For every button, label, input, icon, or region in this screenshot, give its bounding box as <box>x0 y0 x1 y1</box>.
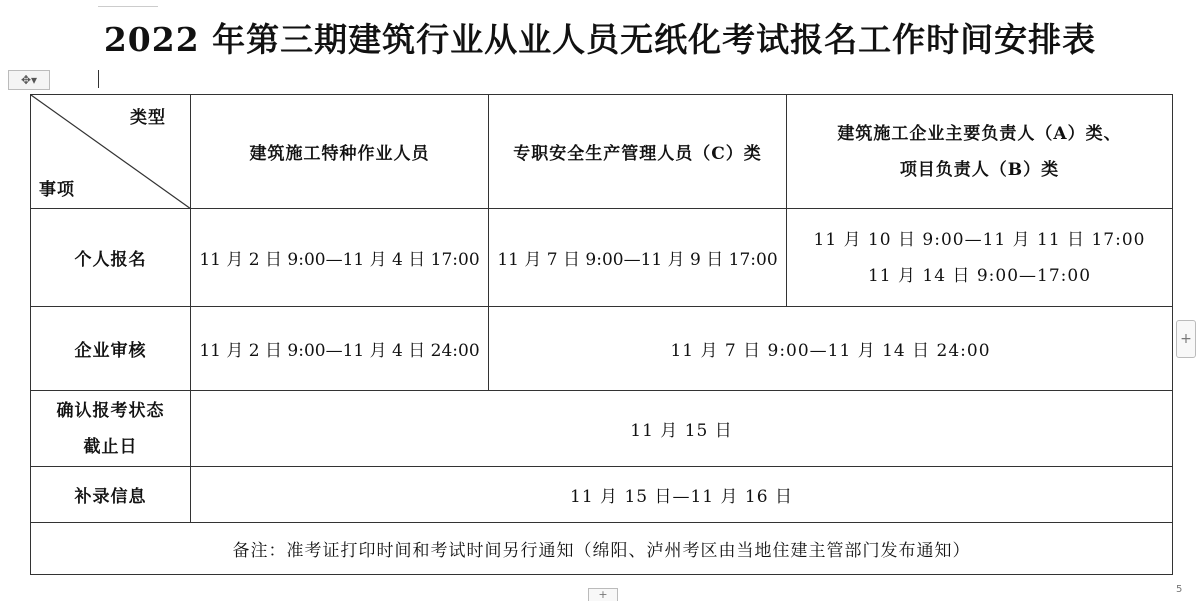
cell-registration-safety-c[interactable]: 11 月 7 日 9:00—11 月 9 日 17:00 <box>489 209 787 307</box>
row-label-supplement[interactable]: 补录信息 <box>31 467 191 523</box>
cell-review-special-ops[interactable]: 11 月 2 日 9:00—11 月 4 日 24:00 <box>191 307 489 391</box>
cell-review-merged[interactable]: 11 月 7 日 9:00—11 月 14 日 24:00 <box>489 307 1173 391</box>
column-header-ab-line2: 项目负责人（B）类 <box>899 159 1060 180</box>
row-label-confirm-status[interactable] <box>31 391 191 467</box>
cell-registration-ab[interactable] <box>787 209 1173 307</box>
table-move-handle[interactable] <box>8 70 50 90</box>
add-row-button[interactable] <box>588 588 618 601</box>
page-corner-mark: 5 <box>1176 584 1183 595</box>
corner-header-cell[interactable] <box>31 95 191 209</box>
row-personal-registration <box>31 209 1173 307</box>
row-note <box>31 523 1173 575</box>
plus-icon: + <box>1180 331 1192 347</box>
schedule-table-container <box>30 94 1172 575</box>
corner-item-label: 事项 <box>39 180 75 200</box>
row-supplement <box>31 467 1173 523</box>
add-column-button[interactable] <box>1176 320 1196 358</box>
cell-supplement[interactable]: 11 月 15 日—11 月 16 日 <box>191 467 1173 523</box>
column-header-ab-line1: 建筑施工企业主要负责人（A）类、 <box>837 123 1122 144</box>
text-cursor <box>98 70 99 88</box>
column-header-safety-c[interactable]: 专职安全生产管理人员（C）类 <box>489 95 787 209</box>
cell-registration-ab-line1: 11 月 10 日 9:00—11 月 11 日 17:00 <box>813 229 1146 250</box>
cell-confirm-status[interactable]: 11 月 15 日 <box>191 391 1173 467</box>
cell-registration-special-ops[interactable]: 11 月 2 日 9:00—11 月 4 日 17:00 <box>191 209 489 307</box>
header-row <box>31 95 1173 209</box>
note-cell[interactable]: 备注：准考证打印时间和考试时间另行通知（绵阳、泸州考区由当地住建主管部门发布通知） <box>31 523 1173 575</box>
row-label-confirm-status-line2: 截止日 <box>83 436 138 457</box>
row-confirm-status <box>31 391 1173 467</box>
column-header-ab[interactable] <box>787 95 1173 209</box>
row-label-enterprise-review[interactable]: 企业审核 <box>31 307 191 391</box>
row-enterprise-review <box>31 307 1173 391</box>
plus-icon: + <box>598 588 608 601</box>
schedule-table <box>30 94 1173 575</box>
top-decoration <box>98 0 158 7</box>
column-header-special-ops[interactable]: 建筑施工特种作业人员 <box>191 95 489 209</box>
corner-type-label: 类型 <box>130 108 166 128</box>
document-title: 2022 年第三期建筑行业从业人员无纸化考试报名工作时间安排表 <box>103 20 1097 59</box>
move-arrows-icon: ✥▾ <box>20 73 38 87</box>
row-label-confirm-status-line1: 确认报考状态 <box>56 400 165 421</box>
row-label-personal-registration[interactable]: 个人报名 <box>31 209 191 307</box>
cell-registration-ab-line2: 11 月 14 日 9:00—17:00 <box>867 265 1092 286</box>
